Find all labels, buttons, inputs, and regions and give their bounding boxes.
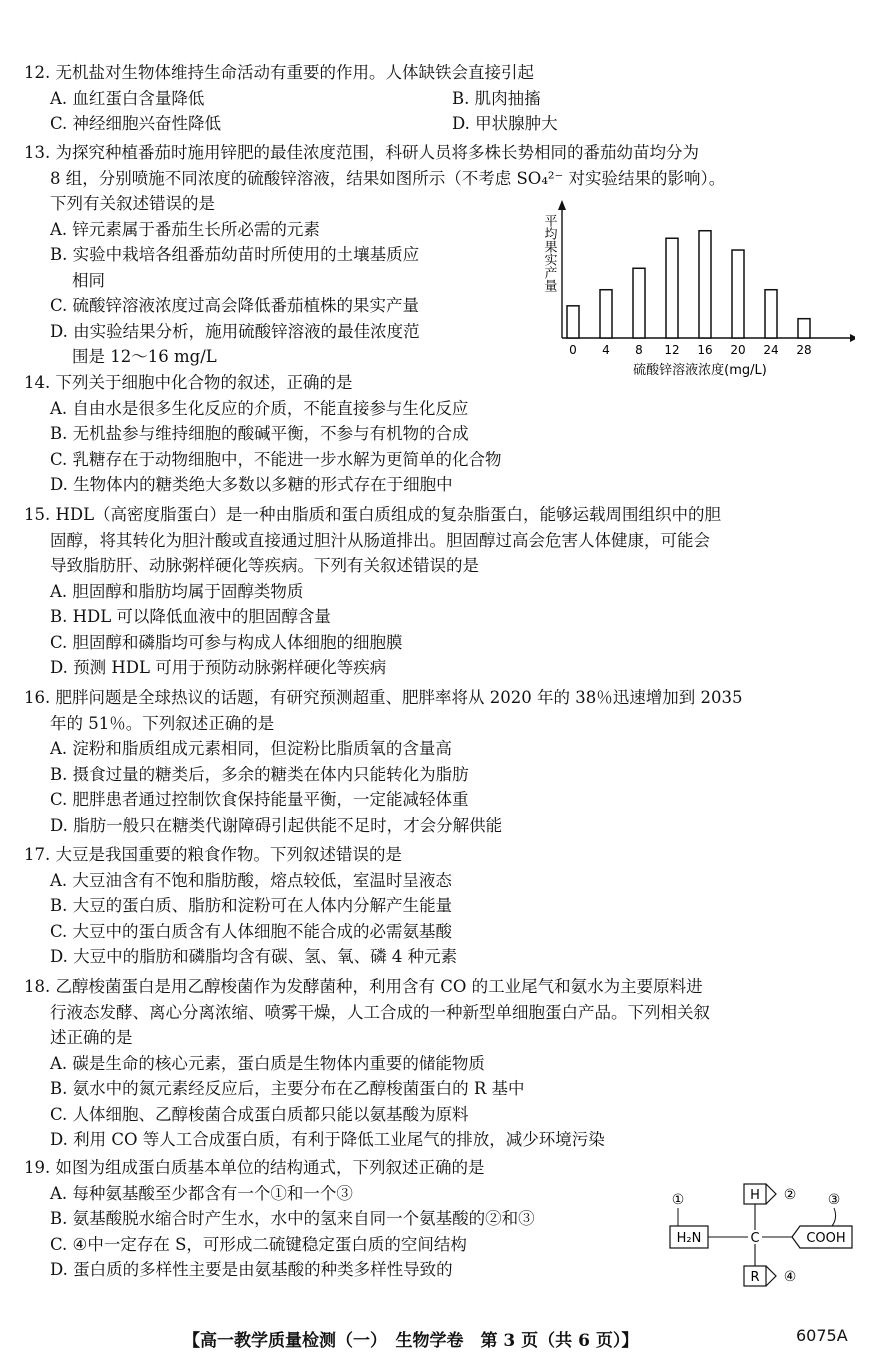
option-19-a: A. 每种氨基酸至少都含有一个①和一个③ <box>50 1183 353 1203</box>
option-15-c: C. 胆固醇和磷脂均可参与构成人体细胞的细胞膜 <box>50 632 403 652</box>
bar-8 <box>633 268 645 338</box>
question-17-stem: 17. 大豆是我国重要的粮食作物。下列叙述错误的是 <box>24 845 402 864</box>
question-12 <box>24 60 854 137</box>
label-3-line <box>832 1208 836 1226</box>
y-axis-label: 平均果实产量 <box>541 214 557 292</box>
option-16-d: D. 脂肪一般只在糖类代谢障碍引起供能不足时，才会分解供能 <box>50 815 503 835</box>
option-19-d: D. 蛋白质的多样性主要是由氨基酸的种类多样性导致的 <box>50 1260 453 1279</box>
option-12-a: A. 血红蛋白含量降低 <box>50 88 205 108</box>
option-13-b-line1: B. 实验中栽培各组番茄幼苗时所使用的土壤基质应 <box>50 245 420 264</box>
question-19-stem: 19. 如图为组成蛋白质基本单位的结构通式，下列叙述正确的是 <box>24 1158 485 1177</box>
option-18-d: D. 利用 CO 等人工合成蛋白质，有利于降低工业尾气的排放，减少环境污染 <box>50 1130 605 1149</box>
amino-acid-structure-diagram <box>666 1180 866 1290</box>
bar-28 <box>798 319 810 338</box>
option-14-a: A. 自由水是很多生化反应的介质，不能直接参与生化反应 <box>50 398 469 418</box>
option-13-a: A. 锌元素属于番茄生长所必需的元素 <box>50 219 320 239</box>
x-axis-label: 硫酸锌溶液浓度(mg/L) <box>633 363 767 378</box>
question-13-stem-line2: 8 组，分别喷施不同浓度的硫酸锌溶液，结果如图所示（不考虑 SO₄²⁻ 对实验结果的影响）。 <box>50 168 726 188</box>
x-tick-label-28: 28 <box>796 343 812 357</box>
h2n-label: H₂N <box>676 1231 702 1246</box>
r-box-tip <box>766 1266 776 1286</box>
bar-20 <box>732 250 744 338</box>
y-axis-arrow <box>558 200 566 210</box>
question-18-stem-line1: 18. 乙醇梭菌蛋白是用乙醇梭菌作为发酵菌种，利用含有 CO 的工业尾气和氨水为主要原料进 <box>24 977 703 996</box>
option-17-a: A. 大豆油含有不饱和脂肪酸，熔点较低，室温时呈液态 <box>50 870 452 890</box>
question-12-stem: 12. 无机盐对生物体维持生命活动有重要的作用。人体缺铁会直接引起 <box>24 63 534 82</box>
option-19-c: C. ④中一定存在 S，可形成二硫键稳定蛋白质的空间结构 <box>50 1234 467 1254</box>
option-12-d: D. 甲状腺肿大 <box>452 114 558 133</box>
option-13-b-line2: 相同 <box>72 270 105 290</box>
x-tick-label-4: 4 <box>602 343 610 357</box>
option-16-b: B. 摄食过量的糖类后，多余的糖类在体内只能转化为脂肪 <box>50 764 469 784</box>
option-15-b: B. HDL 可以降低血液中的胆固醇含量 <box>50 607 331 626</box>
question-17 <box>24 842 854 970</box>
question-15 <box>24 502 854 681</box>
question-13-stem-line1: 13. 为探究种植番茄时施用锌肥的最佳浓度范围，科研人员将多株长势相同的番茄幼苗均分为 <box>24 143 699 162</box>
bar-4 <box>600 290 612 338</box>
x-tick-label-12: 12 <box>664 343 680 357</box>
bar-0 <box>567 306 579 338</box>
x-tick-label-24: 24 <box>763 343 779 357</box>
option-18-c: C. 人体细胞、乙醇梭菌合成蛋白质都只能以氨基酸为原料 <box>50 1104 469 1124</box>
footer-title: 【高一教学质量检测（一） 生物学卷 第 3 页（共 6 页）】 <box>183 1331 639 1351</box>
question-15-stem-line1: 15. HDL（高密度脂蛋白）是一种由脂质和蛋白质组成的复杂脂蛋白，能够运载周围组织中的胆 <box>24 505 722 524</box>
zinc-sulfate-bar-chart <box>540 200 855 380</box>
option-15-a: A. 胆固醇和脂肪均属于固醇类物质 <box>50 581 304 601</box>
option-16-a: A. 淀粉和脂质组成元素相同，但淀粉比脂质氧的含量高 <box>50 739 452 758</box>
label-2: ② <box>783 1187 797 1203</box>
option-15-d: D. 预测 HDL 可用于预防动脉粥样硬化等疾病 <box>50 658 387 677</box>
option-13-d-line2: 围是 12～16 mg/L <box>72 347 217 366</box>
option-14-d: D. 生物体内的糖类绝大多数以多糖的形式存在于细胞中 <box>50 475 453 494</box>
option-19-b: B. 氨基酸脱水缩合时产生水，水中的氢来自同一个氨基酸的②和③ <box>50 1209 535 1228</box>
option-14-c: C. 乳糖存在于动物细胞中，不能进一步水解为更简单的化合物 <box>50 449 502 469</box>
h-box-tip <box>766 1184 776 1204</box>
option-14-b: B. 无机盐参与维持细胞的酸碱平衡，不参与有机物的合成 <box>50 424 469 443</box>
option-13-c: C. 硫酸锌溶液浓度过高会降低番茄植株的果实产量 <box>50 296 420 315</box>
label-3: ③ <box>827 1192 841 1208</box>
option-17-d: D. 大豆中的脂肪和磷脂均含有碳、氢、氧、磷 4 种元素 <box>50 947 458 966</box>
question-18 <box>24 974 854 1153</box>
option-17-b: B. 大豆的蛋白质、脂肪和淀粉可在人体内分解产生能量 <box>50 896 453 915</box>
c-label: C <box>750 1231 760 1246</box>
option-12-c: C. 神经细胞兴奋性降低 <box>50 114 222 133</box>
cooh-label: COOH <box>806 1231 846 1246</box>
question-15-stem-line3: 导致脂肪肝、动脉粥样硬化等疾病。下列有关叙述错误的是 <box>50 556 479 575</box>
question-16-stem-line2: 年的 51％。下列叙述正确的是 <box>50 713 275 733</box>
r-label: R <box>750 1270 760 1285</box>
option-18-b: B. 氨水中的氮元素经反应后，主要分布在乙醇梭菌蛋白的 R 基中 <box>50 1079 525 1098</box>
bar-24 <box>765 290 777 338</box>
chart-svg <box>540 200 855 380</box>
x-tick-label-16: 16 <box>697 343 713 357</box>
question-18-stem-line3: 述正确的是 <box>50 1028 133 1047</box>
question-16-stem-line1: 16. 肥胖问题是全球热议的话题，有研究预测超重、肥胖率将从 2020 年的 38％迅速增加到 2035 <box>24 688 743 707</box>
option-12-b: B. 肌肉抽搐 <box>452 88 541 108</box>
question-14 <box>24 370 854 498</box>
option-13-d-line1: D. 由实验结果分析，施用硫酸锌溶液的最佳浓度范 <box>50 321 420 341</box>
option-18-a: A. 碳是生命的核心元素，蛋白质是生物体内重要的储能物质 <box>50 1053 485 1073</box>
bar-16 <box>699 231 711 338</box>
x-axis-arrow <box>850 334 855 342</box>
h-label: H <box>750 1188 760 1203</box>
option-16-c: C. 肥胖患者通过控制饮食保持能量平衡，一定能减轻体重 <box>50 790 469 809</box>
footer-code: 6075A <box>796 1326 848 1345</box>
x-tick-label-0: 0 <box>569 343 577 357</box>
question-15-stem-line2: 固醇，将其转化为胆汁酸或直接通过胆汁从肠道排出。胆固醇过高会危害人体健康，可能会 <box>50 530 710 550</box>
question-14-stem: 14. 下列关于细胞中化合物的叙述，正确的是 <box>24 373 353 392</box>
question-18-stem-line2: 行液态发酵、离心分离浓缩、喷雾干燥，人工合成的一种新型单细胞蛋白产品。下列相关叙 <box>50 1002 710 1022</box>
option-17-c: C. 大豆中的蛋白质含有人体细胞不能合成的必需氨基酸 <box>50 921 453 941</box>
question-13-stem-line3: 下列有关叙述错误的是 <box>50 194 215 213</box>
question-16 <box>24 685 854 838</box>
x-tick-label-8: 8 <box>635 343 643 357</box>
label-1: ① <box>671 1192 685 1208</box>
x-tick-label-20: 20 <box>730 343 746 357</box>
bar-12 <box>666 238 678 338</box>
label-4: ④ <box>783 1269 797 1285</box>
